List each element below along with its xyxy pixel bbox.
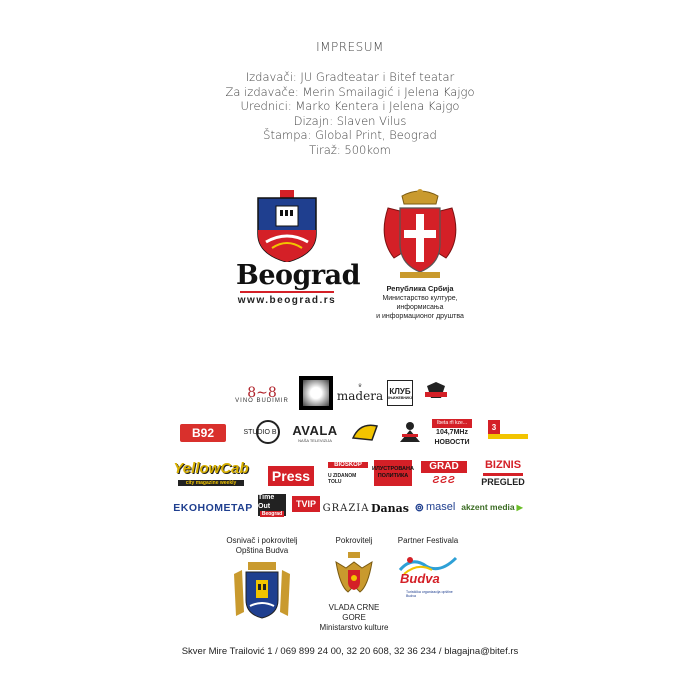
osnivac-label: Osnivač i pokrovitelj: [226, 536, 298, 545]
impresum-line: Dizajn: Slaven Vilus: [293, 113, 407, 128]
yellow-swirl-logo: [350, 420, 380, 444]
vino-budimir-logo: [230, 386, 294, 406]
radio-line-1: Ibeta rfi kze...: [432, 419, 472, 428]
biznis-text: BIZNIS: [484, 458, 522, 471]
spotlight-icon: [303, 380, 329, 406]
time-out-logo: [258, 494, 286, 516]
press-logo: Press: [268, 466, 314, 486]
madera-text: madera: [336, 389, 384, 403]
pokrovitelj-label: Pokrovitelj: [335, 536, 373, 545]
vlada-ministry: Ministarstvo kulture: [319, 623, 389, 632]
danas-logo: Danas: [371, 501, 409, 515]
grazia-logo: GRAZIA: [322, 502, 370, 514]
vlada-label: VLADA CRNE GORE: [328, 603, 380, 622]
republika-label: [370, 284, 470, 321]
madera-mark-icon: ♛: [357, 383, 363, 389]
biznis-divider: [483, 473, 523, 476]
ministry-line-2: и информационог друштва: [376, 313, 464, 320]
avala-text: AVALA: [292, 423, 338, 438]
osnivac-name: Opština Budva: [235, 546, 289, 555]
budva-coat-of-arms-icon: [230, 560, 294, 620]
bioskop-sub-text: U ZIDANOM TOLU: [328, 472, 357, 485]
yellowcab-text: YellowCab: [173, 460, 249, 477]
akzent-arrow-icon: ▶: [516, 502, 523, 512]
comedy-logo: [423, 380, 449, 402]
vino-mark-icon: 8∼8: [247, 385, 277, 401]
time-out-sub-text: Beograd: [261, 511, 283, 517]
partner-label: Partner Festivala: [397, 536, 459, 545]
yellow-swirl-icon: [350, 420, 380, 444]
tvip-logo: TVIP: [292, 496, 320, 512]
studio-b-logo: [240, 418, 282, 446]
bioskop-logo: [328, 458, 368, 488]
kulture-logo: [486, 420, 530, 442]
impresum-title: IMPRESUM: [316, 40, 384, 54]
beograd-crest-icon: [236, 190, 338, 262]
akzent-text: akzent media: [461, 502, 515, 512]
serbia-coat-of-arms-icon: [370, 188, 470, 284]
footer-address: Skver Mire Trailović 1 / 069 899 24 00, 32 20 608, 32 36 234 / blagajna@bitef.rs: [181, 646, 519, 657]
impresum-line: Urednici: Marko Kentera i Jelena Kajgo: [240, 99, 460, 114]
b92-logo: B92: [180, 424, 226, 442]
ilustrovana-politika-logo: ИЛУСТРОВАНА ПОЛИТИКА: [374, 460, 412, 486]
budva-wordmark: Budva: [400, 571, 440, 586]
beograd-rule: [240, 291, 334, 293]
montenegro-coat-of-arms-icon: [334, 552, 374, 598]
masel-text: masel: [425, 501, 456, 513]
studio-b-ring-icon: [256, 420, 280, 444]
figure-logo: [396, 420, 424, 444]
yellowcab-logo: [173, 455, 249, 491]
republika-srbija-logo: [370, 188, 470, 318]
novosti-text: НОВОСТИ: [434, 439, 470, 446]
pokrovitelj-credit: [318, 536, 390, 633]
madera-logo: [336, 380, 384, 406]
time-out-text: Time Out: [258, 494, 275, 510]
black-square-logo: [299, 376, 333, 410]
impresum-block: [0, 40, 700, 158]
grad-swirl-icon: ƧƧƧ: [432, 474, 456, 486]
yellowcab-sub-text: city magazine weekly: [178, 480, 244, 486]
studio-b-text: STUDIO B: [243, 428, 277, 436]
impresum-line: Štampa: Global Print, Beograd: [263, 128, 437, 143]
figure-icon: [396, 420, 424, 444]
biznis-pregled-logo: [480, 456, 526, 490]
radio-frequency: 104,7MHz: [436, 429, 468, 436]
impresum-line: Tiraž: 500kom: [309, 142, 391, 157]
radio-novosti-logo: [432, 418, 472, 448]
ekonometar-logo: EKOHOMETAP: [173, 502, 253, 514]
beograd-wordmark: Beograd: [236, 260, 360, 291]
bioskop-text: BIOSKOP: [328, 462, 368, 468]
beograd-url: www.beograd.rs: [237, 295, 337, 306]
avala-sub-text: NAŠA TELEVIZIJA: [298, 438, 332, 443]
kulture-badge-icon: 3: [488, 420, 500, 434]
republika-name: Република Србија: [386, 284, 454, 293]
masel-mark-icon: ⊚: [414, 501, 424, 514]
grad-logo: [420, 458, 468, 488]
vino-budimir-text: VINO BUDIMIR: [235, 398, 289, 404]
budva-sub-text: Turistička organizacija opštine Budva: [406, 590, 453, 598]
akzent-media-logo: [460, 498, 524, 516]
impresum-line: Za izdavače: Merin Smailagić i Jelena Kajgo: [225, 84, 475, 99]
klub-sub-text: КЊИЖЕВНИКА: [386, 395, 414, 400]
osnivac-credit: [216, 536, 308, 623]
budva-tourism-logo: [390, 552, 466, 600]
beograd-logo: [236, 190, 360, 312]
impresum-line: Izdavači: JU Gradteatar i Bitef teatar: [245, 70, 455, 84]
ministry-line-1: Министарство културе, информисања: [382, 295, 458, 311]
klub-logo: [387, 380, 413, 406]
masel-logo: [414, 498, 456, 516]
grad-text: GRAD: [421, 461, 467, 473]
avala-logo: [292, 422, 338, 444]
partner-credit: [390, 536, 466, 600]
pregled-text: PREGLED: [481, 476, 525, 487]
comedy-mask-icon: [423, 380, 449, 402]
klub-text: КЛУБ: [389, 386, 411, 396]
kulture-bar: [488, 434, 528, 439]
